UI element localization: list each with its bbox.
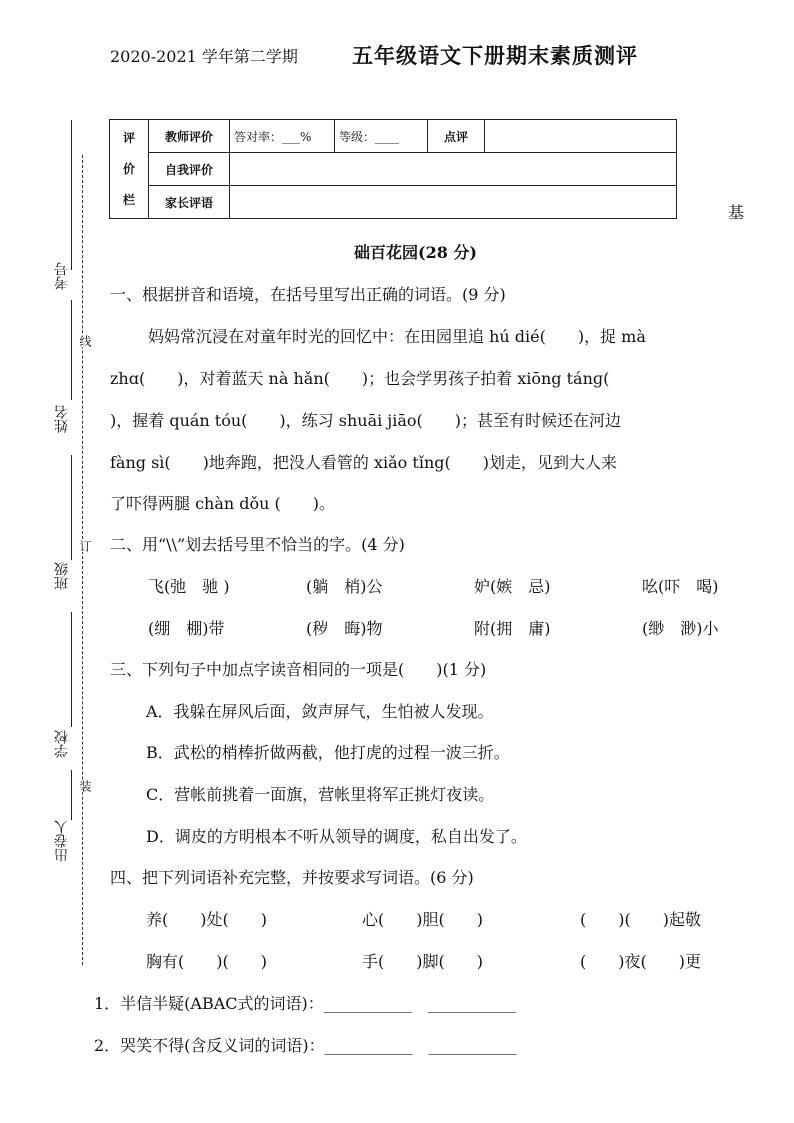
q1-line: )，握着 quán tóu( )，练习 shuāi jiāo( )；甚至有时候还在河边 — [110, 411, 622, 430]
q3-option-b[interactable]: B．武松的梢棒折做两截，他打虎的过程一波三折。 — [146, 743, 510, 762]
q4-item: ( )夜( )更 — [580, 952, 701, 971]
q1-line: zhɑ( )，对着蓝天 nà hǎn( )；也会学男孩子拍着 xiōng tánɡ( — [110, 369, 610, 388]
chujuanren-blank-line — [71, 770, 72, 820]
comment-field[interactable] — [485, 120, 677, 153]
eval-side-char: 栏 — [122, 192, 135, 207]
answer-rate-field[interactable]: 答对率：___% — [230, 120, 335, 153]
section-head-first-char: 基 — [728, 203, 745, 222]
banji-blank-line — [71, 455, 72, 560]
q4-item: 养( )处( ) — [146, 910, 267, 929]
evaluation-table — [109, 119, 677, 219]
xuexiao-label: 学校 — [54, 730, 70, 758]
chujuanren-label: 出卷人 — [54, 820, 70, 862]
q4-item1[interactable]: 1．半信半疑(ABAC式的词语)：___________ ___________ — [94, 994, 516, 1013]
q2-item: (秽 晦)物 — [306, 619, 383, 638]
q2-item: (缈 渺)小 — [642, 619, 719, 638]
q1-line: fàng sì( )地奔跑，把没人看管的 xiǎo tǐng( )划走，见到大人来 — [110, 453, 617, 472]
q3-option-c[interactable]: C．营帐前挑着一面旗，营帐里将军正挑灯夜读。 — [146, 785, 495, 804]
exam-term: 2020-2021 学年第二学期 — [110, 47, 298, 66]
q2-item: 妒(嫉 忌) — [474, 577, 551, 596]
grade-field[interactable]: 等级：____ — [335, 120, 428, 153]
teacher-eval-label: 教师评价 — [149, 120, 230, 153]
q3-title: 三、下列句子中加点字读音相同的一项是( )(1 分) — [110, 660, 487, 679]
kaohao-blank-line — [71, 120, 72, 270]
parent-comment-label: 家长评语 — [149, 186, 230, 219]
self-eval-field[interactable] — [230, 153, 677, 186]
q4-item: 胸有( )( ) — [146, 952, 267, 971]
q2-item: 飞(弛 驰 ) — [148, 577, 230, 596]
comment-label: 点评 — [428, 120, 485, 153]
q4-item: ( )( )起敬 — [580, 910, 701, 929]
q3-option-d[interactable]: D．调皮的方明根本不听从领导的调度，私自出发了。 — [146, 827, 527, 846]
kaohao-label: 考号 — [54, 262, 70, 290]
eval-side-char: 价 — [122, 161, 135, 176]
section-head-rest: 础百花园(28 分) — [354, 243, 477, 262]
xingming-blank-line — [71, 300, 72, 400]
q2-item: (躺 梢)公 — [306, 577, 383, 596]
q4-title: 四、把下列词语补充完整，并按要求写词语。(6 分) — [110, 868, 474, 887]
xingming-label: 姓名 — [54, 405, 70, 433]
banji-label: 班级 — [54, 562, 70, 590]
q4-item: 手( )脚( ) — [362, 952, 483, 971]
q2-title: 二、用“\\”划去括号里不恰当的字。(4 分) — [110, 535, 405, 554]
q4-item: 心( )胆( ) — [362, 910, 483, 929]
q4-item2[interactable]: 2．哭笑不得(含反义词的词语)：___________ ___________ — [94, 1036, 517, 1055]
q1-line: 了吓得两腿 chàn dǒu ( )。 — [110, 494, 336, 513]
parent-comment-field[interactable] — [230, 186, 677, 219]
self-eval-label: 自我评价 — [149, 153, 230, 186]
q1-title: 一、根据拼音和语境，在括号里写出正确的词语。(9 分) — [110, 285, 506, 304]
cut-mark-zhuang: 装 — [78, 780, 92, 792]
cut-mark-ding: 订 — [78, 540, 92, 552]
q3-option-a[interactable]: A．我躲在屏风后面，敛声屏气，生怕被人发现。 — [146, 702, 494, 721]
q2-item: 附(拥 庸) — [474, 619, 551, 638]
xuexiao-blank-line — [71, 612, 72, 727]
q2-item: (绷 棚)带 — [148, 619, 225, 638]
q1-line: 妈妈常沉浸在对童年时光的回忆中：在田园里追 hú dié( )，捉 mà — [148, 327, 646, 346]
eval-side-label — [110, 120, 149, 219]
exam-title: 五年级语文下册期末素质测评 — [352, 43, 638, 68]
cut-mark-xian: 线 — [78, 335, 92, 347]
eval-side-char: 评 — [122, 130, 135, 145]
q2-item: 吆(吓 喝) — [642, 577, 719, 596]
binding-dashed-line — [82, 155, 83, 965]
